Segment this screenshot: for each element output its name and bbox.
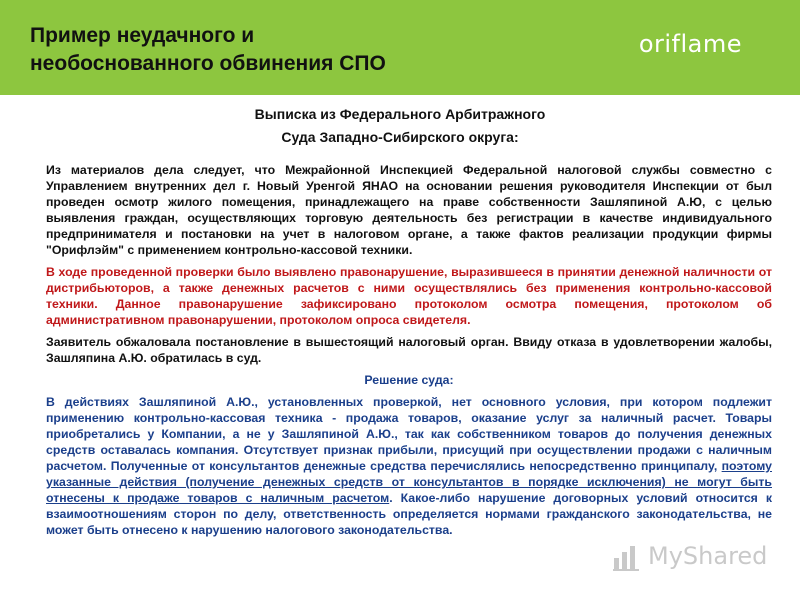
paragraph-facts: Из материалов дела следует, что Межрайонной Инспекцией Федеральной налоговой службы совместно с Управлением внутренних дел г. Новый Уренгой ЯНАО на основании решения руководителя Инспекции от был проведен осмотр жилого помещения, принадлежащего на праве собственности Зашляпиной А.Ю, с целью выявления граждан, осуществляющих торговую деятельность без регистрации в качестве индивидуального предпринимателя и постановки на учет в налоговом органе, а также фактов реализации продукции фирмы "Орифлэйм" с применением контрольно-кассовой техники. (46, 163, 772, 257)
document-body (46, 162, 772, 544)
paragraph-violation: В ходе проведенной проверки было выявлено правонарушение, выразившееся в принятии денежной наличности от дистрибьюторов, а также денежных расчетов с ними осуществлялись без применения контрольно-кассовой техники. Данное правонарушение зафиксировано протоколом осмотра помещения, протоколом об административном правонарушении, протоколом опроса свидетеля. (46, 265, 772, 327)
watermark-text: MyShared (648, 542, 768, 570)
slide-title-line2: необоснованного обвинения СПО (30, 52, 386, 75)
subtitle-line1: Выписка из Федерального Арбитражного (254, 106, 546, 122)
paragraph-appeal: Заявитель обжаловала постановление в вышестоящий налоговый орган. Ввиду отказа в удовлетворении жалобы, Зашляпина А.Ю. обратилась в суд. (46, 335, 772, 365)
oriflame-logo: oriflame (638, 30, 742, 58)
decision-heading: Решение суда: (364, 373, 454, 387)
decision-text-underlined: поэтому указанные действия (получение денежных средств от консультантов в порядке исключения) не могут быть отнесены к продаже товаров с наличным расчетом (46, 459, 772, 505)
decision-text-part1: В действиях Зашляпиной А.Ю., установленных проверкой, нет основного условия, при котором подлежит применению контрольно-кассовая техника - продажа товаров, оказание услуг за наличный расчет. Товары приобретались у Компании, а не у Зашляпиной А.Ю., так как собственником товаров до получения денежных средств оставалась компания. Отсутствует признак прибыли, присущий при осуществлении продажи с наличным расчетом. Полученные от консультантов денежные средства перечислялись непосредственно принципалу, (46, 395, 772, 473)
decision-text-part2: . Какое-либо нарушение договорных условий относится к взаимоотношениям сторон по делу, ответственность определяется нормами гражданского законодательства, не может быть отнесено к нарушению налогового законодательства. (46, 491, 772, 537)
slide-title-line1: Пример неудачного и (30, 24, 255, 47)
subtitle-line2: Суда Западно-Сибирского округа: (281, 129, 519, 145)
watermark (612, 538, 768, 578)
bar-chart-icon (612, 542, 642, 572)
paragraph-decision (46, 394, 772, 538)
slide-title (30, 22, 386, 78)
header-bar (0, 0, 800, 95)
